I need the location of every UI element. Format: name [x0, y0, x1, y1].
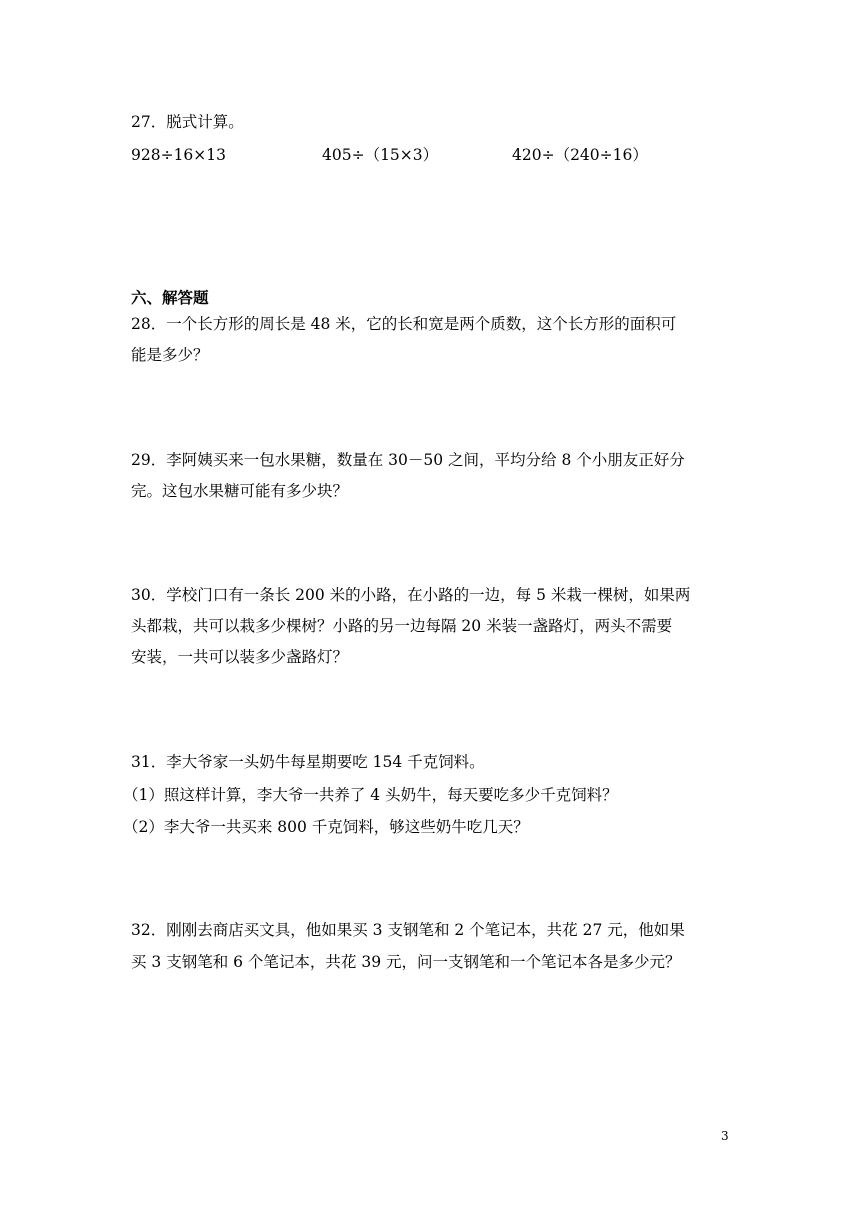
q31-sub-2: （2）李大爷一共买来 800 千克饲料，够这些奶牛吃几天？: [123, 818, 529, 836]
q30-line-2: 头都栽，共可以栽多少棵树？小路的另一边每隔 20 米装一盏路灯，两头不需要: [131, 617, 673, 635]
q30-line-1: 30．学校门口有一条长 200 米的小路，在小路的一边，每 5 米栽一棵树，如果两: [131, 586, 691, 604]
q29-line-2: 完。这包水果糖可能有多少块？: [131, 482, 349, 500]
q27-expression-3: 420÷（240÷16）: [512, 146, 648, 164]
q30-line-3: 安装，一共可以装多少盏路灯？: [131, 648, 349, 666]
section-heading: 六、解答题: [131, 288, 209, 307]
page-number: 3: [721, 1129, 729, 1143]
q31-sub-1: （1）照这样计算，李大爷一共养了 4 头奶牛，每天要吃多少千克饲料？: [123, 786, 618, 804]
q31-line-1: 31．李大爷家一头奶牛每星期要吃 154 千克饲料。: [131, 753, 485, 771]
q32-line-1: 32．刚刚去商店买文具，他如果买 3 支钢笔和 2 个笔记本，共花 27 元，他如果: [131, 921, 685, 939]
q27-expression-1: 928÷16×13: [131, 146, 227, 164]
q29-line-1: 29．李阿姨买来一包水果糖，数量在 30－50 之间，平均分给 8 个小朋友正好分: [131, 451, 685, 469]
q28-line-1: 28．一个长方形的周长是 48 米，它的长和宽是两个质数，这个长方形的面积可: [131, 315, 677, 333]
q27-title: 27．脱式计算。: [131, 113, 244, 131]
q27-expression-2: 405÷（15×3）: [322, 146, 439, 164]
q32-line-2: 买 3 支钢笔和 6 个笔记本，共花 39 元，问一支钢笔和一个笔记本各是多少元？: [131, 953, 681, 971]
q28-line-2: 能是多少？: [131, 346, 209, 364]
